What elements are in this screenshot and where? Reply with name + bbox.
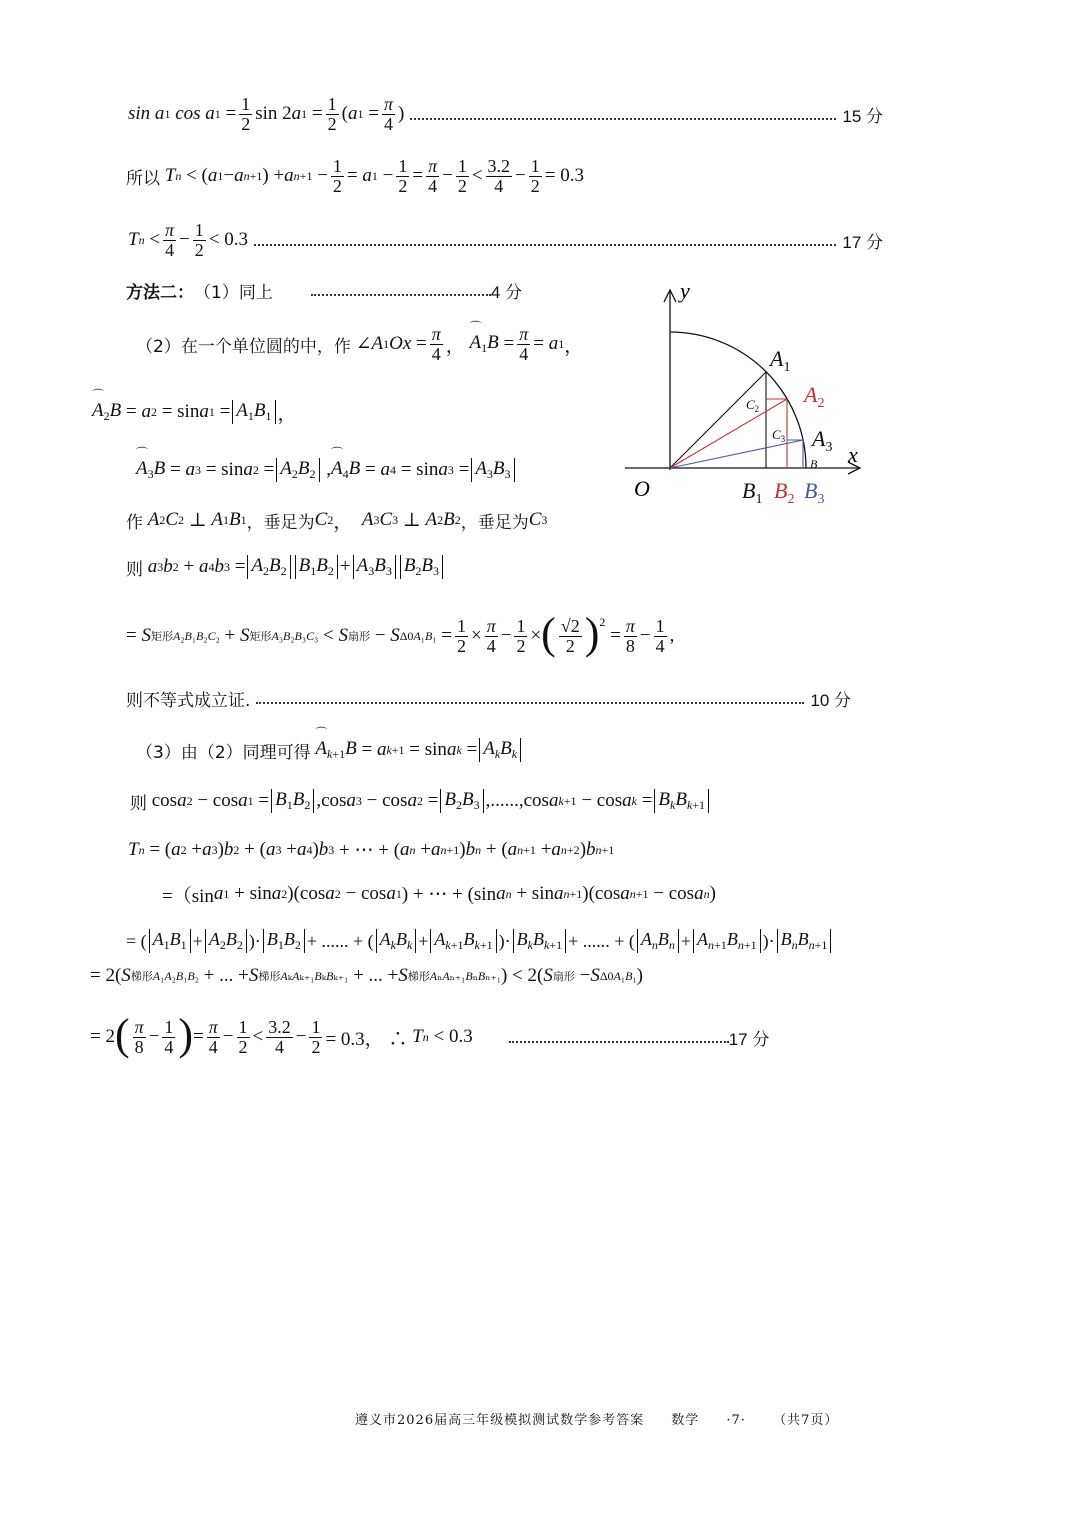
trap-line: = 2( S 梯形A₁A₂B₁B₂ + ... + S 梯形AₖAₖ₊₁BₖBₖ₊₁ + ... + S 梯形AₙAₙ₊₁BₙBₙ₊₁ ) < 2( S 扇形 − S Δ0A₁B₁ )	[90, 965, 643, 986]
score-17b: 17 分	[728, 1029, 770, 1049]
footer-page: ·7·	[726, 1413, 746, 1428]
step2-line: （2）在一个单位圆的中，作 ∠ A 1 Ox = $\frac{\pi}{4}$ ， ⌒ $A_1B$ = $\frac{\pi}{4}$ = a 1 ，	[136, 320, 583, 368]
label-A3: $A_3$	[812, 426, 833, 455]
label-B3: $B_3$	[804, 478, 825, 507]
conclusion-line	[126, 686, 851, 710]
score-17a: 17 分	[842, 232, 883, 252]
cos-line: 则 cos a 2 − cos a 1 = $B_1B_2$ ,cos a 3 − cos a 2 = $B_2B_3$ ,......,cos a k +1 − cos a k = $B_kB_{k+1}$	[130, 787, 711, 815]
val-0-3: 0.3	[560, 165, 584, 186]
step3-line: （3）由（2）同理可得 ⌒ $A_{k+1}B$ = a k +1 = sin a k = $A_kB_k$	[136, 736, 523, 764]
label-O: O	[634, 476, 650, 501]
ze-text: 则	[126, 559, 143, 580]
eq-line-1: sin a 1 cos a 1 = $\frac{1}{2}$ sin 2 a 1 = $\frac{1}{2}$ ( a 1 = $\frac{\pi}{4}$ ) 15 分	[128, 93, 883, 134]
label-y: y	[680, 278, 690, 303]
score-4: 4 分	[490, 282, 523, 302]
label-A1: $A_1$	[770, 346, 791, 375]
footer-total: （共7页）	[773, 1413, 839, 1428]
method2-step1: （1）同上	[194, 282, 273, 303]
label-A2: $A_2$	[804, 382, 825, 411]
label-B-small: B	[810, 457, 818, 471]
unit-circle-figure	[600, 270, 880, 520]
perp-line: 作 A 2 C 2 ⊥ A 1 B 1 ，垂足为 C 2 ， A 3 C 3 ⊥ A 2 B 2 ，垂足为 C 3	[126, 509, 548, 533]
label-B2: $B_2$	[774, 478, 795, 507]
eq-line-3: T n < $\frac{\pi}{4}$ − $\frac{1}{2}$ < 0.3 17 分	[128, 219, 883, 260]
label-B1: $B_1$	[742, 478, 763, 507]
final-line: = 2 ( $\frac{\pi}{8}$ − $\frac{1}{4}$ ) = $\frac{\pi}{4}$ − $\frac{1}{2}$ < $\frac{3.2}{4}$ − $\frac{1}{2}$ = 0.3， ∴ T n < 0.3 17 分	[90, 1010, 770, 1059]
footer-subject: 数学	[671, 1413, 700, 1428]
text-suoyi: 所以	[126, 168, 160, 189]
perp-prefix: 作	[126, 512, 143, 533]
conclusion-text: 则不等式成立证.	[126, 690, 251, 711]
method2-title: 方法二：	[126, 282, 194, 303]
area-line: = S 矩形A₂B₁B₂C₂ + S 矩形A₃B₂B₃C₃ < S 扇形 − S Δ0A₁B₁ = $\frac{1}{2}$ × $\frac{\pi}{4}$ − $\frac{1}{2}$ × ( $\frac{√2}{2}$ ) $^2$ = $\frac{\pi}{8}$ − $\frac{1}{4}$ ,	[126, 609, 675, 658]
ze2-text: 则	[130, 793, 147, 814]
val-3-2: 3.2	[487, 155, 511, 176]
label-C3: $C_3$	[772, 427, 786, 444]
label-x: x	[848, 442, 858, 467]
step2-intro: （2）在一个单位圆的中，作	[136, 336, 351, 357]
label-C2: $C_2$	[746, 397, 760, 414]
sin-line: =（sin a 1 + sin a 2 )(cos a 2 − cos a 1 ) + ⋯ + (sin a n + sin a n +1 )(cos a n +1 − cos a n )	[162, 883, 716, 907]
footer-title: 遵义市2026届高三年级模拟测试数学参考答案	[355, 1413, 645, 1428]
tn-line: T n = ( a 2 + a 3 ) b 2 + ( a 3 + a 4 ) b 3 + ⋯ + ( a n + a n +1 ) b n + ( a n +1 + a n +2 ) b n +1	[128, 839, 615, 861]
score-10: 10 分	[810, 690, 851, 710]
sum-line: 则 a 3 b 2 + a 4 b 3 = $A_2B_2$ $B_1B_2$ + $A_3B_3$ $B_2B_3$	[126, 553, 445, 581]
eq-line-2: 所以 T n < ( a 1 − a n +1 ) + a n +1 − $\frac{1}{2}$ = a 1 − $\frac{1}{2}$ = $\frac{\pi}{4}$ − $\frac{1}{2}$ < $\frac{3.2}{4}$ − $\frac{1}{2}$ = 0.3	[126, 155, 584, 196]
step3-intro: （3）由（2）同理可得	[136, 742, 311, 763]
a2b-line: ⌒ $A_2B$ = a 2 = sin a 1 = $A_1B_1$ ，	[92, 398, 297, 426]
segment-OA3	[670, 440, 803, 468]
perp-foot-1: ，垂足为	[246, 512, 315, 533]
method2-line	[126, 278, 522, 302]
abs-sum-line: = ( $A_1B_1$ + $A_2B_2$ )· $B_1B_2$ + ...... + ( $A_kB_k$ + $A_{k+1}B_{k+1}$ )· $B_kB_{k+1}$ + ...... + ( $A_nB_n$ + $A_{n+1}B_{n+1}$ )· $B_nB_{n+1}$	[126, 926, 833, 956]
page-footer	[355, 1409, 860, 1428]
score-15: 15 分	[842, 106, 883, 126]
a3b-line: ⌒ $A_3B$ = a 3 = sin a 2 = $A_2B_2$ , ⌒ $A_4B$ = a 4 = sin a 3 = $A_3B_3$	[136, 456, 517, 484]
